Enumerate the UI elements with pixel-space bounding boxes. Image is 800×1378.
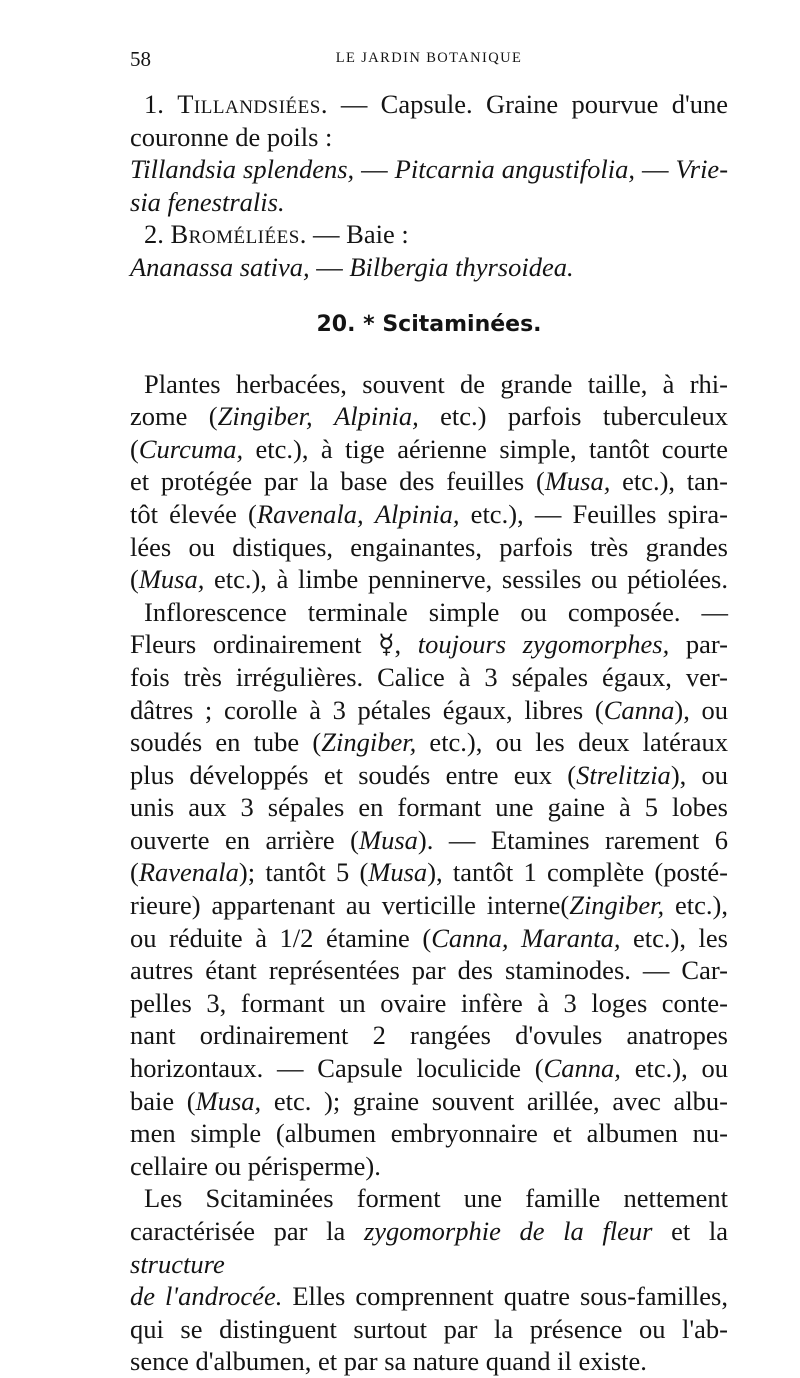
example-tillandsia: Tillandsia splendens, xyxy=(130,154,355,185)
para1-line: Plantes herbacées, souvent de grande taille, à rhi- xyxy=(144,368,728,399)
para1-line: baie (Musa, etc. ); graine souvent arillée, avec albu- xyxy=(130,1085,729,1116)
bromeliees-examples-line: Ananassa sativa, — Bilbergia thyrsoidea. xyxy=(130,251,574,282)
page-number: 58 xyxy=(130,47,151,71)
tillandsiees-name: Tillandsiées xyxy=(177,89,321,119)
para2-line: Les Scitaminées forment une famille nettement xyxy=(144,1183,728,1214)
para1-line: (Musa, etc.), à limbe penninerve, sessiles ou pétiolées. xyxy=(130,564,728,595)
para2-line: caractérisée par la zygomorphie de la fleur et la structure xyxy=(130,1216,729,1279)
bromeliees-text: . — Baie : xyxy=(299,219,409,250)
section-title: Scitaminées. xyxy=(382,311,542,337)
para1-line: et protégée par la base des feuilles (Musa, etc.), tan- xyxy=(130,466,728,497)
bromeliees-entry xyxy=(130,218,728,283)
para1-line: plus développés et soudés entre eux (Strelitzia), ou xyxy=(130,759,728,790)
tillandsiees-examples-line-1: Tillandsia splendens, — Pitcarnia angustifolia, — Vrie- xyxy=(130,154,729,185)
tillandsiees-line-2: couronne de poils : xyxy=(130,121,333,152)
para2-line: qui se distinguent surtout par la présence ou l'ab- xyxy=(130,1313,728,1344)
para1-line: (Ravenala); tantôt 5 (Musa), tantôt 1 complète (posté- xyxy=(130,857,728,888)
running-title: LE JARDIN BOTANIQUE xyxy=(335,50,523,66)
example-vriesia-b: sia fenestralis. xyxy=(130,186,285,217)
para1-line: Fleurs ordinairement ☿, toujours zygomorphes, par- xyxy=(130,629,728,660)
para1-line: lées ou distiques, engainantes, parfois très grandes xyxy=(130,531,728,562)
tillandsiees-text: . — Capsule. Graine pourvue d'une xyxy=(320,89,728,119)
entry-number: 1. xyxy=(144,89,164,119)
para1-line: dâtres ; corolle à 3 pétales égaux, libres (Canna), ou xyxy=(130,694,728,725)
section-star: * xyxy=(363,311,375,337)
example-pitcarnia: Pitcarnia angustifolia, xyxy=(394,154,636,185)
page-content xyxy=(130,88,728,1378)
tillandsiees-line-1 xyxy=(130,88,728,121)
para1-line: ouverte en arrière (Musa). — Etamines rarement 6 xyxy=(130,824,728,855)
para1-line: tôt élevée (Ravenala, Alpinia, etc.), — Feuilles spira- xyxy=(130,498,729,529)
para2-line: de l'androcée. Elles comprennent quatre sous-familles, xyxy=(130,1281,728,1312)
scitaminees-description xyxy=(130,368,728,1183)
para1-line: (Curcuma, etc.), à tige aérienne simple, tantôt courte xyxy=(130,433,728,464)
tillandsiees-entry xyxy=(130,88,728,218)
page-header xyxy=(130,47,728,77)
bromeliees-name: Broméliées xyxy=(170,219,300,250)
scitaminees-summary xyxy=(130,1182,728,1378)
para1-line: fois très irrégulières. Calice à 3 sépales égaux, ver- xyxy=(130,661,728,692)
section-number: 20. xyxy=(316,311,356,337)
para1-line: unis aux 3 sépales en formant une gaine à 5 lobes xyxy=(130,792,728,823)
para1-line: men simple (albumen embryonnaire et albumen nu- xyxy=(130,1118,728,1149)
para1-line: horizontaux. — Capsule loculicide (Canna, etc.), ou xyxy=(130,1053,728,1084)
para1-line: ou réduite à 1/2 étamine (Canna, Maranta, etc.), les xyxy=(130,922,728,953)
tillandsiees-examples-line-2 xyxy=(130,186,728,219)
example-ananassa: Ananassa sativa, xyxy=(130,251,310,282)
para1-line: Inflorescence terminale simple ou composée. — xyxy=(144,596,728,627)
para1-line: autres étant représentées par des staminodes. — Car- xyxy=(130,955,728,986)
para1-line: pelles 3, formant un ovaire infère à 3 loges conte- xyxy=(130,987,728,1018)
para1-line: zome (Zingiber, Alpinia, etc.) parfois tuberculeux xyxy=(130,401,729,432)
para2-line: sence d'albumen, et par sa nature quand il existe. xyxy=(130,1346,647,1377)
para1-line: nant ordinairement 2 rangées d'ovules anatropes xyxy=(130,1020,728,1051)
example-bilbergia: Bilbergia thyrsoidea. xyxy=(349,251,574,282)
section-heading xyxy=(130,310,728,340)
para1-line: rieure) appartenant au verticille interne(Zingiber, etc.), xyxy=(130,890,728,921)
para1-line: cellaire ou périsperme). xyxy=(130,1150,381,1181)
entry-number: 2. xyxy=(144,219,164,250)
para1-line: soudés en tube (Zingiber, etc.), ou les deux latéraux xyxy=(130,727,728,758)
example-vriesia-a: Vrie- xyxy=(675,154,729,185)
bromeliees-line-1 xyxy=(130,218,728,251)
